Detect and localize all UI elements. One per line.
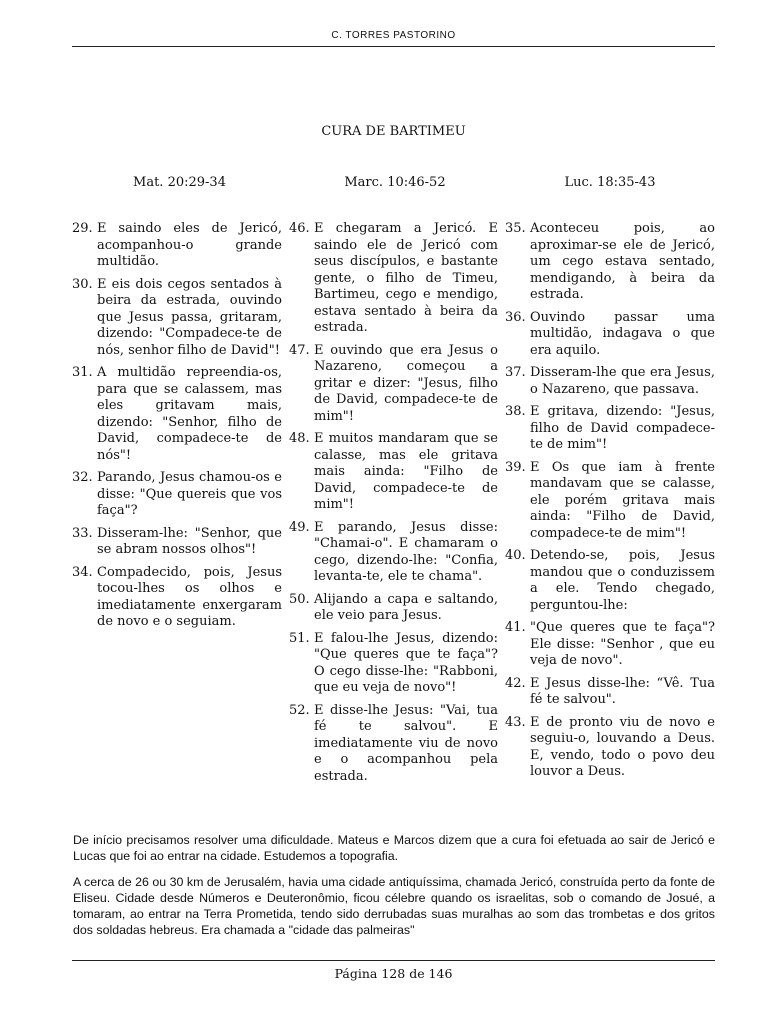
verse-number: 42. [505, 675, 526, 691]
verse [72, 470, 282, 520]
verse-number: 52. [289, 702, 310, 718]
verse [505, 676, 715, 709]
verse-text: Parando, Jesus chamou-os e disse: "Que quereis que vos faça"? [97, 470, 282, 518]
verse [505, 365, 715, 398]
verse-number: 43. [505, 714, 526, 730]
page-number: Página 128 de 146 [334, 966, 453, 981]
verse-number: 35. [505, 221, 526, 236]
verse-text: E eis dois cegos sentados à beira da estrada, ouvindo que Jesus passa, gritaram, dizendo: "Compadece-te de nós, senhor filho de David"! [97, 276, 282, 358]
verse-number: 32. [72, 470, 93, 485]
header-rule [72, 46, 715, 47]
verse-number: 29. [72, 221, 93, 236]
verse-number: 48. [289, 431, 310, 446]
verse-text: Disseram-lhe: "Senhor, que se abram nossos olhos"! [97, 525, 282, 557]
verse-number: 34. [72, 564, 93, 580]
verse-text: E de pronto viu de novo e seguiu-o, louvando a Deus. E, vendo, todo o povo deu louvor a Deus. [530, 714, 715, 779]
verse-text: Alijando a capa e saltando, ele veio para Jesus. [314, 591, 498, 623]
verse-number: 40. [505, 548, 526, 563]
verse-number: 46. [289, 221, 310, 236]
verse-text: E parando, Jesus disse: "Chamai-o". E chamaram o cego, dizendo-lhe: "Confia, levanta-te, ele te chama". [314, 519, 498, 584]
verse-number: 49. [289, 519, 310, 535]
verse [505, 548, 715, 614]
verse [505, 404, 715, 454]
verse-text: E muitos mandaram que se calasse, mas ele gritava mais ainda: "Filho de David, compadece-te de mim"! [314, 431, 498, 512]
verse-text: E saindo eles de Jericó, acompanhou-o grande multidão. [97, 221, 282, 269]
verse [72, 565, 282, 631]
verse-number: 38. [505, 404, 526, 419]
verse-number: 39. [505, 459, 526, 475]
column-ref-mark: Marc. 10:46-52 [344, 175, 446, 190]
verse-number: 47. [289, 342, 310, 358]
verse-text: Detendo-se, pois, Jesus mandou que o conduzissem a ele. Tendo chegado, perguntou-lhe: [530, 548, 715, 613]
verse [289, 520, 498, 586]
verse [72, 526, 282, 559]
verse-text: Disseram-lhe que era Jesus, o Nazareno, que passava. [530, 365, 715, 397]
verse-number: 37. [505, 365, 526, 380]
verse [72, 221, 282, 271]
column-luke [505, 221, 715, 787]
column-matthew [72, 221, 282, 637]
verse [505, 715, 715, 781]
verse-number: 41. [505, 620, 526, 635]
verse [289, 343, 498, 426]
verse-text: E disse-lhe Jesus: "Vai, tua fé te salvou". E imediatamente viu de novo e o acompanhou pela estrada. [314, 702, 498, 784]
body-paragraph: A cerca de 26 ou 30 km de Jerusalém, havia uma cidade antiquíssima, chamada Jericó, construída perto da fonte de Eliseu. Cidade desde Números e Deuteronômio, ficou célebre quando os israelitas, sob o comando de Josué, a tomaram, ao entrar na Terra Prometida, tendo sido derrubadas suas muralhas ao som das trombetas e dos gritos dos soldadas hebreus. Era chamada a "cidade das palmeiras" [73, 875, 715, 937]
verse-number: 31. [72, 365, 93, 380]
verse [505, 310, 715, 360]
verse [505, 620, 715, 670]
verse-text: E ouvindo que era Jesus o Nazareno, começou a gritar e dizer: "Jesus, filho de David, compadece-te de mim"! [314, 342, 498, 424]
verse [289, 431, 498, 514]
footer-rule [72, 960, 715, 961]
verse-text: A multidão repreendia-os, para que se calassem, mas eles gritavam mais, dizendo: "Senhor, filho de David, compadece-te de nós"! [97, 365, 282, 463]
verse [289, 703, 498, 786]
column-ref-luke: Luc. 18:35-43 [564, 175, 656, 190]
verse-number: 51. [289, 630, 310, 646]
column-ref-matthew: Mat. 20:29-34 [133, 175, 226, 190]
verse-text: Aconteceu pois, ao aproximar-se ele de Jericó, um cego estava sentado, mendigando, à beira da estrada. [530, 221, 715, 302]
verse-number: 30. [72, 276, 93, 292]
verse-text: "Que queres que te faça"? Ele disse: "Senhor , que eu veja de novo". [530, 620, 715, 668]
verse [72, 277, 282, 360]
verse [505, 221, 715, 304]
verse-text: Compadecido, pois, Jesus tocou-lhes os olhos e imediatamente enxergaram de novo e o seguiam. [97, 564, 282, 629]
section-title: CURA DE BARTIMEU [321, 124, 466, 139]
verse-text: E falou-lhe Jesus, dizendo: "Que queres que te faça"? O cego disse-lhe: "Rabboni, que eu veja de novo"! [314, 630, 498, 695]
verse-text: E Jesus disse-lhe: “Vê. Tua fé te salvou". [530, 675, 715, 707]
verse-number: 33. [72, 525, 93, 541]
body-paragraph: De início precisamos resolver uma dificuldade. Mateus e Marcos dizem que a cura foi efetuada ao sair de Jericó e Lucas que foi ao entrar na cidade. Estudemos a topografia. [73, 833, 715, 863]
verse [289, 631, 498, 697]
verse [289, 221, 498, 337]
verse-number: 50. [289, 591, 310, 607]
verse-text: E gritava, dizendo: "Jesus, filho de David compadece-te de mim"! [530, 404, 715, 452]
verse-text: E chegaram a Jericó. E saindo ele de Jericó com seus discípulos, e bastante gente, o filho de Timeu, Bartimeu, cego e mendigo, estava sentado à beira da estrada. [314, 221, 498, 335]
column-mark [289, 221, 498, 791]
verse [289, 592, 498, 625]
verse-number: 36. [505, 309, 526, 325]
verse [505, 460, 715, 543]
verse-text: E Os que iam à frente mandavam que se calasse, ele porém gritava mais ainda: "Filho de David, compadece-te de mim"! [530, 459, 715, 541]
verse [72, 365, 282, 464]
running-header: C. TORRES PASTORINO [331, 30, 456, 41]
verse-text: Ouvindo passar uma multidão, indagava o que era aquilo. [530, 309, 715, 358]
